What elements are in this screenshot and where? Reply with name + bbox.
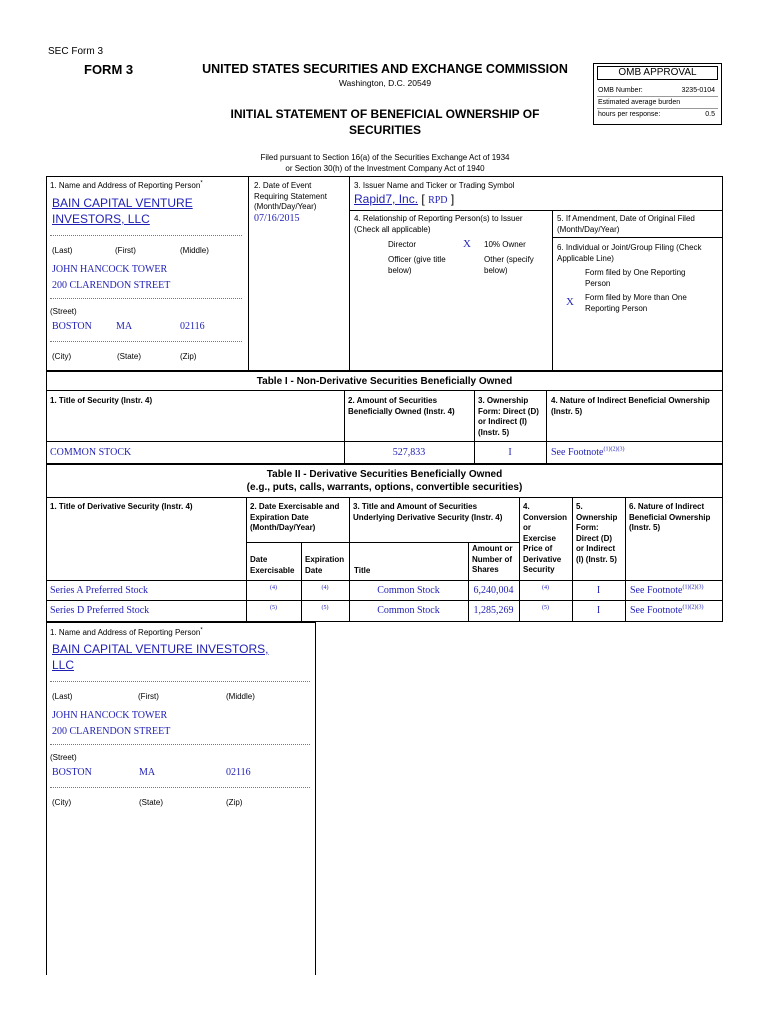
issuer-label: 3. Issuer Name and Ticker or Trading Symbol: [354, 181, 515, 190]
table2-sub-amount: Amount or Number of Shares: [472, 544, 513, 574]
reporting-person2-label: 1. Name and Address of Reporting Person*: [50, 627, 203, 637]
filing-more-option: Form filed by More than One Reporting Person: [585, 293, 687, 313]
last-label: (Last): [52, 246, 73, 255]
city-value: BOSTON: [52, 321, 92, 332]
reporting-person2-name[interactable]: BAIN CAPITAL VENTURE INVESTORS, LLC: [52, 642, 269, 672]
last-label-2: (Last): [52, 692, 73, 701]
table2-row-exp: (5): [321, 605, 329, 611]
table2-col-underlying: 3. Title and Amount of Securities Underlying Derivative Security (Instr. 4): [353, 502, 503, 522]
table2-row-amount: 6,240,004: [473, 585, 514, 596]
reporting-person-name[interactable]: BAIN CAPITAL VENTURE INVESTORS, LLC: [52, 196, 193, 226]
omb-number-label: OMB Number:: [598, 87, 643, 94]
reporting-person2-box: [46, 622, 316, 975]
table2-row-price: (4): [542, 585, 549, 591]
table2-col-nature: 6. Nature of Indirect Beneficial Ownership (Instr. 5): [629, 502, 711, 532]
table1-col-title: 1. Title of Security (Instr. 4): [50, 396, 153, 405]
omb-hours-label: hours per response:: [598, 111, 661, 118]
table2-row-nature: See Footnote$^{(1)(2)(3)}$: [630, 604, 704, 616]
table1-title: Table I - Non-Derivative Securities Beneficially Owned: [256, 376, 513, 387]
table2-title: Table II - Derivative Securities Beneficially Owned (e.g., puts, calls, warrants, options, convertible securities): [246, 469, 523, 493]
table1-row-nature: See Footnote$^{(1)(2)(3)}$: [551, 446, 625, 458]
table1-row-form: I: [508, 447, 512, 458]
other-option: Other (specify below): [484, 255, 534, 275]
officer-option: Officer (give title below): [388, 255, 446, 275]
amendment-label: 5. If Amendment, Date of Original Filed (Month/Day/Year): [557, 214, 695, 234]
agency-title: UNITED STATES SECURITIES AND EXCHANGE COMMISSION: [202, 62, 568, 76]
table2-row-title: Series A Preferred Stock: [50, 585, 149, 596]
table1-col-amount: 2. Amount of Securities Beneficially Owned (Instr. 4): [348, 396, 455, 416]
filing-label: 6. Individual or Joint/Group Filing (Check Applicable Line): [557, 243, 702, 263]
city-label-2: (City): [52, 798, 72, 807]
zip-label: (Zip): [180, 352, 197, 361]
omb-burden-label: Estimated average burden: [598, 99, 681, 106]
table2-row-under-title: Common Stock: [377, 585, 440, 596]
city-value-2: BOSTON: [52, 767, 92, 778]
table2-sub-title: Title: [354, 566, 371, 575]
first-label-2: (First): [138, 692, 159, 701]
omb-hours-value: 0.5: [705, 111, 715, 118]
table2-row-price: (5): [542, 605, 549, 611]
sec-form-label: SEC Form 3: [48, 46, 104, 57]
table2-row-date-ex: (5): [270, 605, 277, 611]
agency-city: Washington, D.C. 20549: [338, 78, 432, 88]
reporting-person-label: 1. Name and Address of Reporting Person*: [50, 180, 203, 190]
reporting-address-2: JOHN HANCOCK TOWER 200 CLARENDON STREET: [52, 710, 171, 737]
zip-value-2: 02116: [226, 767, 251, 778]
filed-pursuant: Filed pursuant to Section 16(a) of the Securities Exchange Act of 1934 or Section 30(h) of the Investment Company Act of 1940: [260, 153, 510, 173]
issuer-name-line: Rapid7, Inc. [ RPD ]: [354, 192, 455, 206]
table2-col-dates: 2. Date Exercisable and Expiration Date (Month/Day/Year): [250, 502, 340, 532]
middle-label-2: (Middle): [226, 692, 255, 701]
table2-row-amount: 1,285,269: [473, 605, 514, 616]
event-date-label: 2. Date of Event Requiring Statement (Month/Day/Year): [254, 181, 327, 211]
street-label: (Street): [50, 307, 77, 316]
issuer-ticker[interactable]: RPD: [428, 195, 448, 206]
filing-one-option: Form filed by One Reporting Person: [585, 268, 686, 288]
omb-box: [593, 63, 722, 125]
street-label-2: (Street): [50, 753, 77, 762]
table2-row-exp: (4): [321, 585, 329, 591]
filing-more-check: X: [566, 296, 574, 308]
zip-value: 02116: [180, 321, 205, 332]
ten-percent-option: 10% Owner: [484, 240, 526, 249]
ten-percent-check: X: [463, 238, 471, 250]
state-value-2: MA: [139, 767, 156, 778]
table2-row-form: I: [596, 605, 601, 616]
event-date: 07/16/2015: [254, 213, 300, 224]
city-label: (City): [52, 352, 72, 361]
first-label: (First): [115, 246, 136, 255]
table2-row-title: Series D Preferred Stock: [50, 605, 150, 616]
omb-number-value: 3235-0104: [681, 87, 715, 94]
state-label: (State): [117, 352, 142, 361]
table1-col-nature: 4. Nature of Indirect Beneficial Ownership (Instr. 5): [551, 396, 710, 416]
table2-col-price: 4. Conversion or Exercise Price of Derivative Security: [523, 502, 568, 574]
state-value: MA: [116, 321, 133, 332]
table2-sub-date-exercisable: Date Exercisable: [250, 555, 295, 575]
form-number: FORM 3: [84, 62, 134, 77]
table2-sub-expiration: Expiration Date: [305, 555, 345, 575]
table1-row-title: COMMON STOCK: [50, 447, 132, 458]
omb-title: OMB APPROVAL: [597, 66, 718, 80]
table2-row-under-title: Common Stock: [377, 605, 440, 616]
issuer-name[interactable]: Rapid7, Inc.: [354, 192, 419, 206]
table2-col-title: 1. Title of Derivative Security (Instr. 4): [50, 502, 193, 511]
table2-row-date-ex: (4): [270, 585, 277, 591]
table2-row-form: I: [596, 585, 601, 596]
relationship-label: 4. Relationship of Reporting Person(s) to Issuer (Check all applicable): [354, 214, 523, 234]
table2-col-form: 5. Ownership Form: Direct (D) or Indirect (I) (Instr. 5): [576, 502, 618, 564]
page-title: INITIAL STATEMENT OF BENEFICIAL OWNERSHIP OF SECURITIES: [230, 107, 540, 137]
reporting-address: JOHN HANCOCK TOWER 200 CLARENDON STREET: [52, 264, 171, 291]
state-label-2: (State): [139, 798, 164, 807]
table1-row-amount: 527,833: [392, 447, 426, 458]
middle-label: (Middle): [180, 246, 209, 255]
director-option: Director: [388, 240, 417, 249]
table1-col-form: 3. Ownership Form: Direct (D) or Indirect (I) (Instr. 5): [478, 396, 539, 437]
zip-label-2: (Zip): [226, 798, 243, 807]
table2-row-nature: See Footnote$^{(1)(2)(3)}$: [630, 584, 704, 596]
